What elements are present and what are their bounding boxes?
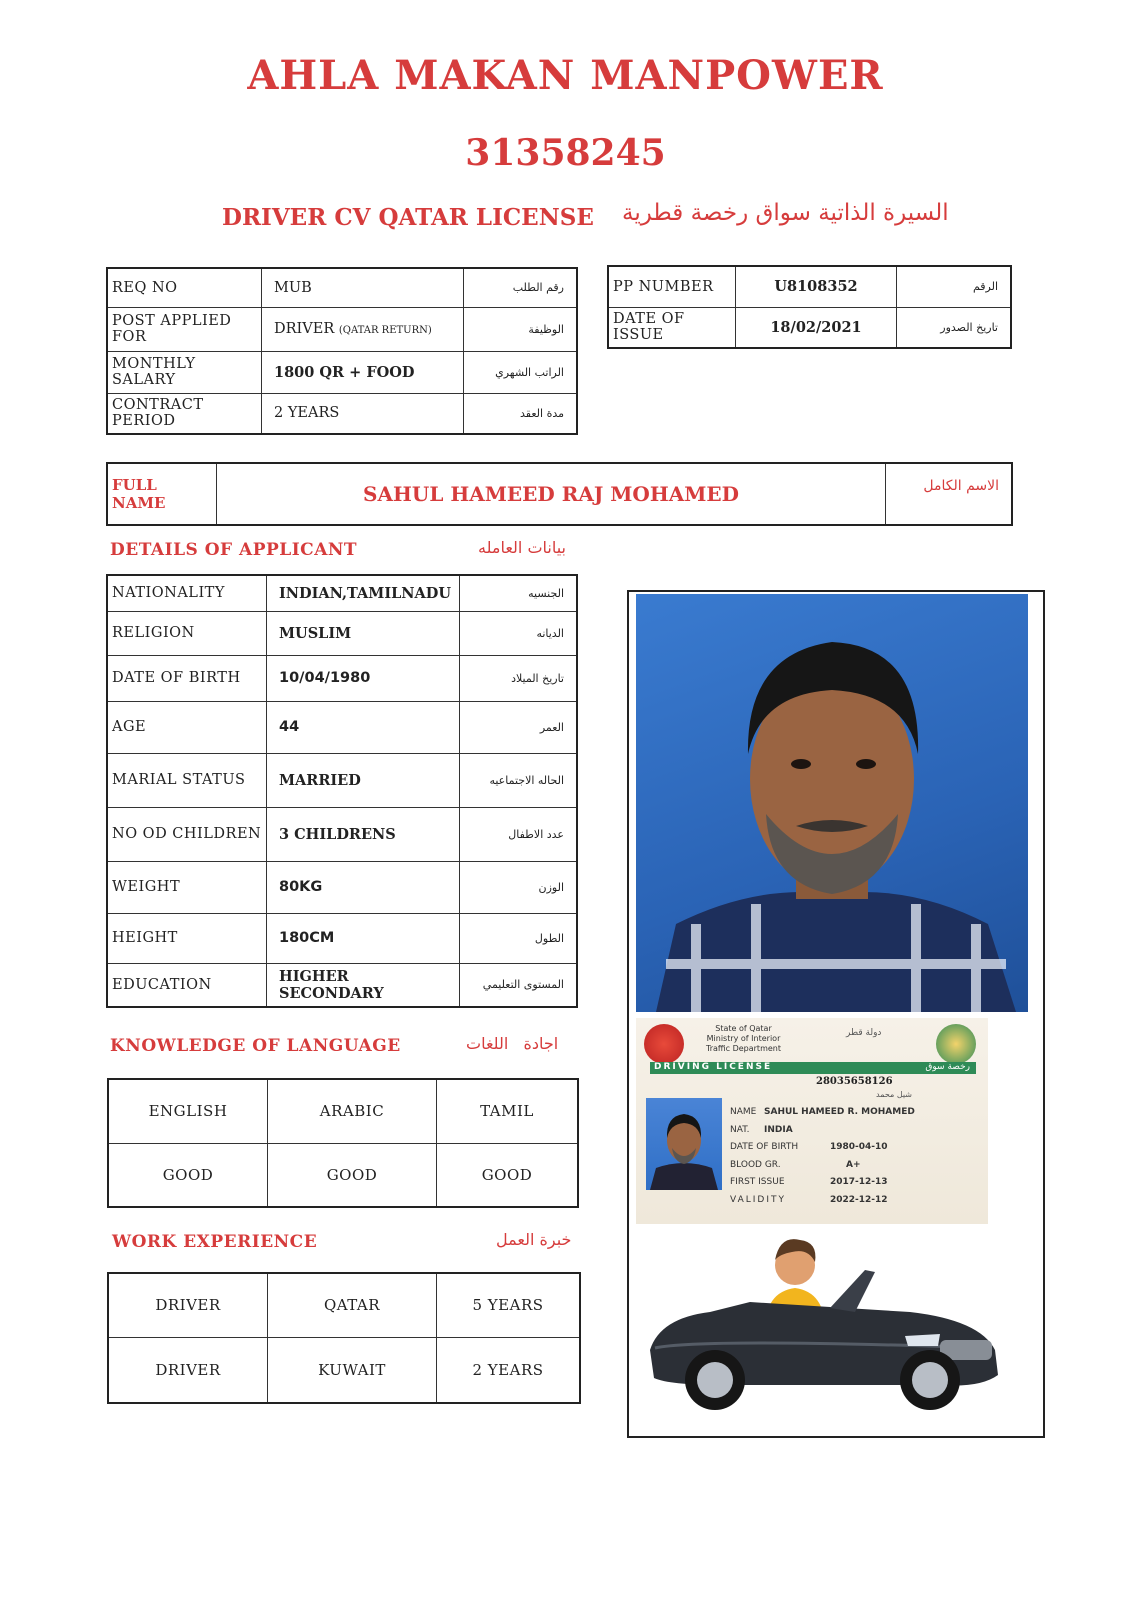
license-field-value: 2017-12-13 (830, 1177, 888, 1187)
driving-license-card (636, 1018, 988, 1224)
table-row (107, 268, 577, 307)
english-level: GOOD (108, 1143, 268, 1207)
license-field (730, 1192, 980, 1210)
license-banner-arabic: رخصة سوق (925, 1062, 970, 1072)
request-table (106, 267, 578, 435)
salary-value: 1800 QR + FOOD (262, 351, 464, 393)
nationality-label: NATIONALITY (107, 575, 267, 611)
full-name-arabic: الاسم الكامل (886, 463, 1013, 525)
details-heading: DETAILS OF APPLICANT (110, 540, 358, 560)
license-banner (650, 1062, 976, 1074)
cv-subtitle: DRIVER CV QATAR LICENSE (222, 204, 594, 231)
full-name-label: FULL NAME (107, 463, 217, 525)
exp-duration: 2 YEARS (437, 1337, 581, 1403)
table-row (108, 1273, 580, 1337)
children-value: 3 CHILDRENS (267, 807, 460, 861)
company-phone: 31358245 (465, 132, 666, 174)
issue-date-value: 18/02/2021 (736, 307, 897, 348)
license-field (730, 1174, 980, 1192)
table-row (107, 861, 577, 913)
table-row (108, 1143, 578, 1207)
license-field-label: NAME (730, 1107, 757, 1117)
pp-number-arabic: الرقم (897, 266, 1012, 307)
license-banner-text: DRIVING LICENSE (654, 1062, 773, 1072)
req-no-arabic: رقم الطلب (464, 268, 578, 307)
table-row (107, 963, 577, 1007)
table-row (108, 1337, 580, 1403)
license-portrait-icon (646, 1098, 722, 1190)
table-row (107, 351, 577, 393)
license-field (730, 1139, 980, 1157)
religion-arabic: الديانه (460, 611, 578, 655)
language-tamil: TAMIL (437, 1079, 579, 1143)
cv-subtitle-arabic: السيرة الذاتية سواق رخصة قطرية (622, 200, 949, 226)
experience-table (107, 1272, 581, 1404)
tamil-level: GOOD (437, 1143, 579, 1207)
license-field (730, 1157, 980, 1175)
nationality-value: INDIAN,TAMILNADU (267, 575, 460, 611)
nationality-arabic: الجنسيه (460, 575, 578, 611)
license-field (730, 1122, 980, 1140)
religion-value: MUSLIM (267, 611, 460, 655)
license-field-value: A+ (846, 1159, 861, 1170)
applicant-photo (636, 594, 1028, 1012)
table-row (108, 1079, 578, 1143)
car-illustration (640, 1230, 1010, 1420)
post-value-note: (QATAR RETURN) (338, 325, 432, 336)
table-row (107, 655, 577, 701)
contract-arabic: مدة العقد (464, 393, 578, 434)
age-value: 44 (267, 701, 460, 753)
weight-value: 80KG (267, 861, 460, 913)
experience-heading-arabic: خبرة العمل (496, 1230, 572, 1249)
post-value (262, 307, 464, 351)
language-arabic: ARABIC (268, 1079, 437, 1143)
children-arabic: عدد الاطفال (460, 807, 578, 861)
height-value: 180CM (267, 913, 460, 963)
issuer-line: State of Qatar (715, 1024, 772, 1033)
table-row (107, 807, 577, 861)
education-value: HIGHER SECONDARY (267, 963, 460, 1007)
table-row (107, 393, 577, 434)
pp-number-label: PP NUMBER (608, 266, 736, 307)
table-row (107, 701, 577, 753)
language-heading: KNOWLEDGE OF LANGUAGE (110, 1036, 401, 1056)
table-row (107, 463, 1012, 525)
education-label: EDUCATION (107, 963, 267, 1007)
req-no-label: REQ NO (107, 268, 262, 307)
pp-number-value: U8108352 (736, 266, 897, 307)
table-row (107, 307, 577, 351)
contract-label: CONTRACT PERIOD (107, 393, 262, 434)
exp-country: QATAR (268, 1273, 437, 1337)
license-field-label: FIRST ISSUE (730, 1177, 785, 1187)
table-row (107, 611, 577, 655)
issuer-line: Traffic Department (706, 1044, 781, 1053)
marital-value: MARRIED (267, 753, 460, 807)
license-issuer-arabic: دولة قطر (846, 1028, 882, 1038)
exp-role: DRIVER (108, 1273, 268, 1337)
license-field-value: SAHUL HAMEED R. MOHAMED (764, 1107, 915, 1117)
experience-heading: WORK EXPERIENCE (112, 1232, 318, 1252)
exp-duration: 5 YEARS (437, 1273, 581, 1337)
license-arabic-name: شيل محمد (876, 1090, 912, 1099)
exp-country: KUWAIT (268, 1337, 437, 1403)
dob-value: 10/04/1980 (267, 655, 460, 701)
children-label: NO OD CHILDREN (107, 807, 267, 861)
issue-date-arabic: تاريخ الصدور (897, 307, 1012, 348)
table-row (107, 753, 577, 807)
dob-label: DATE OF BIRTH (107, 655, 267, 701)
license-photo (646, 1098, 722, 1190)
req-no-value: MUB (262, 268, 464, 307)
table-row (608, 307, 1011, 348)
license-field-value: 2022-12-12 (830, 1194, 888, 1205)
license-field-value: 1980-04-10 (830, 1142, 888, 1152)
company-name: AHLA MAKAN MANPOWER (247, 52, 884, 99)
table-row (107, 913, 577, 963)
license-field-label: VALIDITY (730, 1194, 786, 1205)
post-value-main: DRIVER (274, 321, 335, 337)
language-table (107, 1078, 579, 1208)
license-field-label: NAT. (730, 1124, 750, 1135)
license-field (730, 1104, 980, 1122)
age-arabic: العمر (460, 701, 578, 753)
post-arabic: الوظيفة (464, 307, 578, 351)
dob-arabic: تاريخ الميلاد (460, 655, 578, 701)
religion-label: RELIGION (107, 611, 267, 655)
car-icon (640, 1230, 1010, 1420)
passport-table (607, 265, 1012, 349)
issuer-line: Ministry of Interior (706, 1034, 781, 1043)
issue-date-label: DATE OF ISSUE (608, 307, 736, 348)
table-row (608, 266, 1011, 307)
exp-role: DRIVER (108, 1337, 268, 1403)
education-arabic: المستوى التعليمي (460, 963, 578, 1007)
license-number: 28035658126 (816, 1076, 893, 1087)
weight-label: WEIGHT (107, 861, 267, 913)
language-heading-arabic: اجادة اللغات (466, 1034, 559, 1053)
table-row (107, 575, 577, 611)
language-english: ENGLISH (108, 1079, 268, 1143)
height-label: HEIGHT (107, 913, 267, 963)
age-label: AGE (107, 701, 267, 753)
details-table (106, 574, 578, 1008)
salary-label: MONTHLY SALARY (107, 351, 262, 393)
arabic-level: GOOD (268, 1143, 437, 1207)
qatar-emblem-icon (644, 1024, 684, 1064)
license-field-label: BLOOD GR. (730, 1159, 781, 1170)
full-name-value: SAHUL HAMEED RAJ MOHAMED (217, 463, 886, 525)
marital-arabic: الحاله الاجتماعيه (460, 753, 578, 807)
post-label: POST APPLIED FOR (107, 307, 262, 351)
license-issuer (706, 1024, 781, 1054)
contract-value: 2 YEARS (262, 393, 464, 434)
license-field-label: DATE OF BIRTH (730, 1142, 799, 1152)
full-name-table (106, 462, 1013, 526)
details-heading-arabic: بيانات العامله (478, 538, 566, 557)
height-arabic: الطول (460, 913, 578, 963)
salary-arabic: الراتب الشهري (464, 351, 578, 393)
moi-emblem-icon (936, 1024, 976, 1064)
portrait-icon (636, 594, 1028, 1012)
license-fields (730, 1104, 980, 1209)
marital-label: MARIAL STATUS (107, 753, 267, 807)
license-field-value: INDIA (764, 1124, 793, 1135)
weight-arabic: الوزن (460, 861, 578, 913)
